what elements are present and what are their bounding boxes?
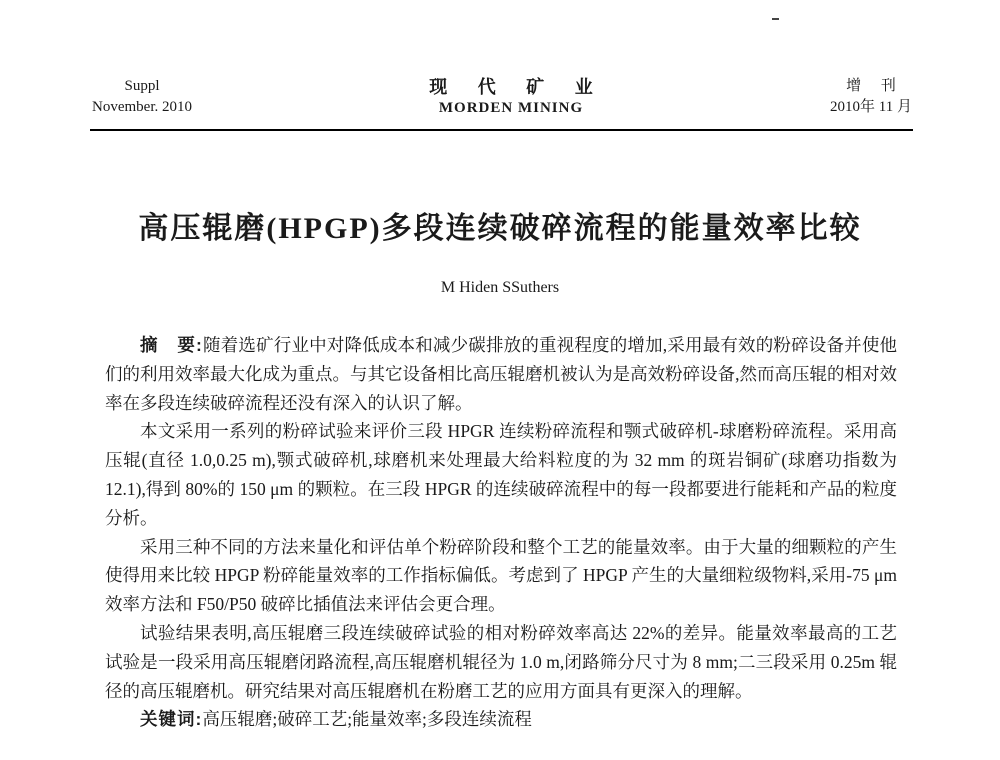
header-journal-name (416, 76, 606, 118)
header-issue-cn: 增 刊 (846, 78, 904, 94)
abstract-text-2: 本文采用一系列的粉碎试验来评价三段 HPGR 连续粉碎流程和颚式破碎机-球磨粉碎流程。采用高压辊(直径 1.0,0.25 m),颚式破碎机,球磨机来处理最大给料粒度的为 32 mm 的斑岩铜矿(球磨功指数为 12.1),得到 80%的 150 μm 的颗粒。在三段 HPGR 的连续破碎流程中的每一段都要进行能耗和产品的粒度分析。 (105, 421, 897, 528)
abstract-paragraph (105, 331, 897, 417)
abstract-paragraph (105, 619, 897, 705)
abstract-block (105, 331, 897, 734)
journal-name-cn: 现 代 矿 业 (429, 77, 606, 97)
abstract-paragraph (105, 533, 897, 619)
header-issue-left (92, 76, 192, 118)
abstract-label: 摘 要: (140, 335, 203, 355)
header-divider (90, 129, 913, 131)
journal-name-en: MORDEN MINING (438, 100, 584, 116)
scan-speck (772, 18, 779, 20)
abstract-paragraph (105, 417, 897, 532)
header-date-en: November. 2010 (92, 99, 192, 115)
header-suppl: Suppl (124, 78, 160, 94)
header-date-cn: 2010年 11 月 (830, 99, 912, 115)
keywords-line (105, 705, 897, 734)
abstract-text-1: 随着选矿行业中对降低成本和减少碳排放的重视程度的增加,采用最有效的粉碎设备并使他们的利用效率最大化成为重点。与其它设备相比高压辊磨机被认为是高效粉碎设备,然而高压辊的相对效率在多段连续破碎流程还没有深入的认识了解。 (105, 335, 897, 413)
header-issue-right (830, 76, 912, 118)
journal-header (92, 76, 912, 118)
keywords-label: 关键词: (140, 709, 203, 730)
article-title: 高压辊磨(HPGP)多段连续破碎流程的能量效率比较 (138, 212, 862, 245)
article-author: M Hiden SSuthers (440, 279, 560, 296)
abstract-text-3: 采用三种不同的方法来量化和评估单个粉碎阶段和整个工艺的能量效率。由于大量的细颗粒的产生使得用来比较 HPGP 粉碎能量效率的工作指标偏低。考虑到了 HPGP 产生的大量细粒级物料,采用-75 μm 效率方法和 F50/P50 破碎比插值法来评估会更合理。 (105, 536, 897, 615)
keywords-text: 高压辊磨;破碎工艺;能量效率;多段连续流程 (202, 709, 532, 730)
abstract-text-4: 试验结果表明,高压辊磨三段连续破碎试验的相对粉碎效率高达 22%的差异。能量效率最高的工艺试验是一段采用高压辊磨闭路流程,高压辊磨机辊径为 1.0 m,闭路筛分尺寸为 8 mm;二三段采用 0.25m 辊径的高压辊磨机。研究结果对高压辊磨机在粉磨工艺的应用方面具有更深入的理解。 (105, 622, 897, 701)
